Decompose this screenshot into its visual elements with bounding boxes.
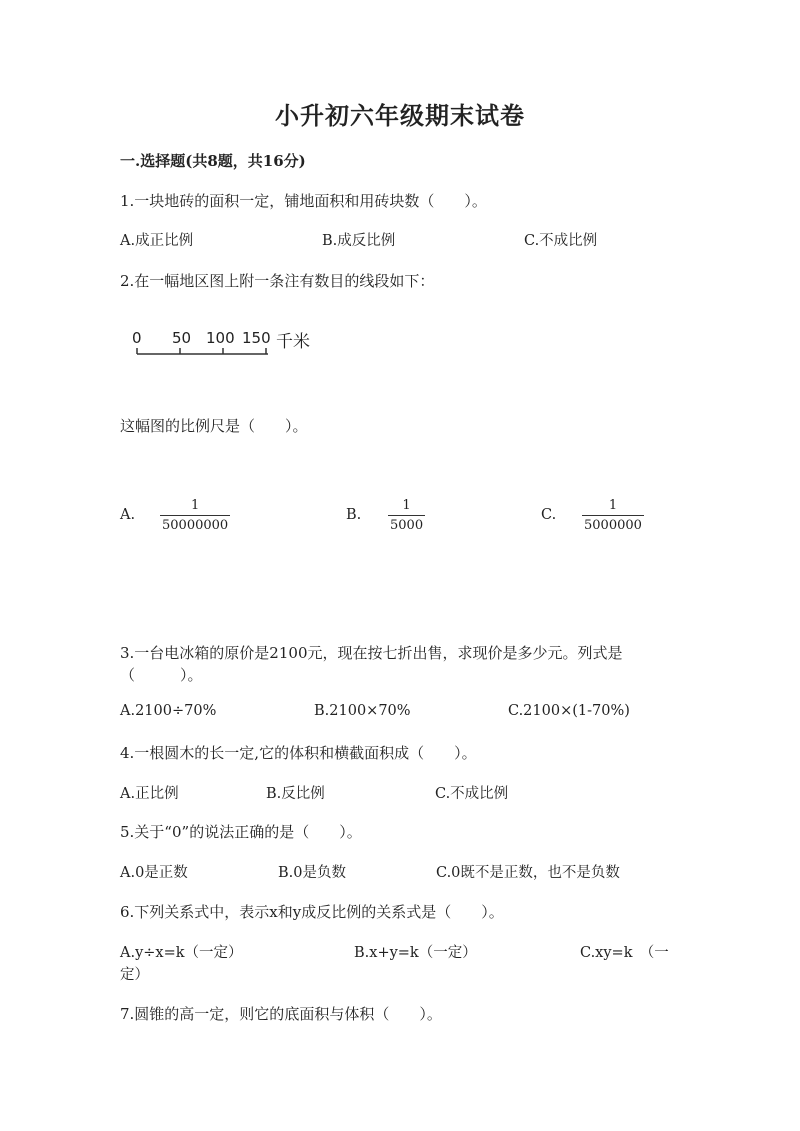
scale-label-150: 150 — [242, 329, 271, 347]
q2-option-b-fraction — [388, 498, 425, 533]
q6-option-c[interactable]: C.xy=k （一 — [580, 945, 669, 961]
q3-option-c[interactable]: C.2100×(1-70%) — [508, 703, 630, 719]
question-7: 7.圆锥的高一定，则它的底面积与体积（ ）。 — [120, 1005, 442, 1023]
q1-option-c[interactable]: C.不成比例 — [524, 233, 598, 249]
question-3: 3.一台电冰箱的原价是2100元，现在按七折出售，求现价是多少元。列式是 — [120, 644, 623, 662]
question-1: 1.一块地砖的面积一定，铺地面积和用砖块数（ ）。 — [120, 192, 487, 210]
q3-option-b[interactable]: B.2100×70% — [314, 703, 411, 719]
q2-option-c-label[interactable]: C. — [541, 507, 557, 523]
question-6: 6.下列关系式中，表示x和y成反比例的关系式是（ ）。 — [120, 903, 504, 921]
question-5: 5.关于“0”的说法正确的是（ ）。 — [120, 823, 362, 841]
page-title: 小升初六年级期末试卷 — [275, 101, 525, 130]
q6-option-c-cont: 定） — [120, 967, 149, 983]
question-4: 4.一根圆木的长一定,它的体积和横截面积成（ ）。 — [120, 744, 477, 762]
question-2: 2.在一幅地区图上附一条注有数目的线段如下： — [120, 272, 435, 290]
scale-label-50: 50 — [172, 329, 192, 347]
q4-option-a[interactable]: A.正比例 — [120, 786, 179, 802]
question-3-cont: （ ）。 — [120, 666, 203, 684]
q6-option-a[interactable]: A.y÷x=k（一定） — [120, 945, 243, 961]
section-heading: 一.选择题(共8题，共16分) — [120, 152, 306, 170]
fraction-numerator: 1 — [190, 498, 200, 513]
q2-option-a-label[interactable]: A. — [120, 507, 136, 523]
fraction-numerator: 1 — [608, 498, 618, 513]
q6-option-b[interactable]: B.x+y=k（一定） — [354, 945, 477, 961]
q1-option-b[interactable]: B.成反比例 — [322, 233, 396, 249]
question-2-sub: 这幅图的比例尺是（ ）。 — [120, 417, 308, 435]
fraction-denominator: 5000000 — [582, 515, 644, 533]
q5-option-b[interactable]: B.0是负数 — [278, 865, 346, 881]
q5-option-c[interactable]: C.0既不是正数，也不是负数 — [436, 865, 620, 881]
q4-option-c[interactable]: C.不成比例 — [435, 786, 509, 802]
fraction-numerator: 1 — [402, 498, 411, 513]
q3-option-a[interactable]: A.2100÷70% — [120, 703, 217, 719]
q2-option-b-label[interactable]: B. — [346, 507, 362, 523]
scale-unit: 千米 — [276, 332, 310, 352]
q1-option-a[interactable]: A.成正比例 — [120, 233, 194, 249]
fraction-denominator: 50000000 — [160, 515, 230, 533]
scale-label-100: 100 — [206, 329, 235, 347]
scale-label-0: 0 — [132, 329, 142, 347]
fraction-denominator: 5000 — [388, 515, 425, 533]
q4-option-b[interactable]: B.反比例 — [266, 786, 325, 802]
q2-option-c-fraction — [582, 498, 644, 533]
q5-option-a[interactable]: A.0是正数 — [120, 865, 188, 881]
q2-option-a-fraction — [160, 498, 230, 533]
